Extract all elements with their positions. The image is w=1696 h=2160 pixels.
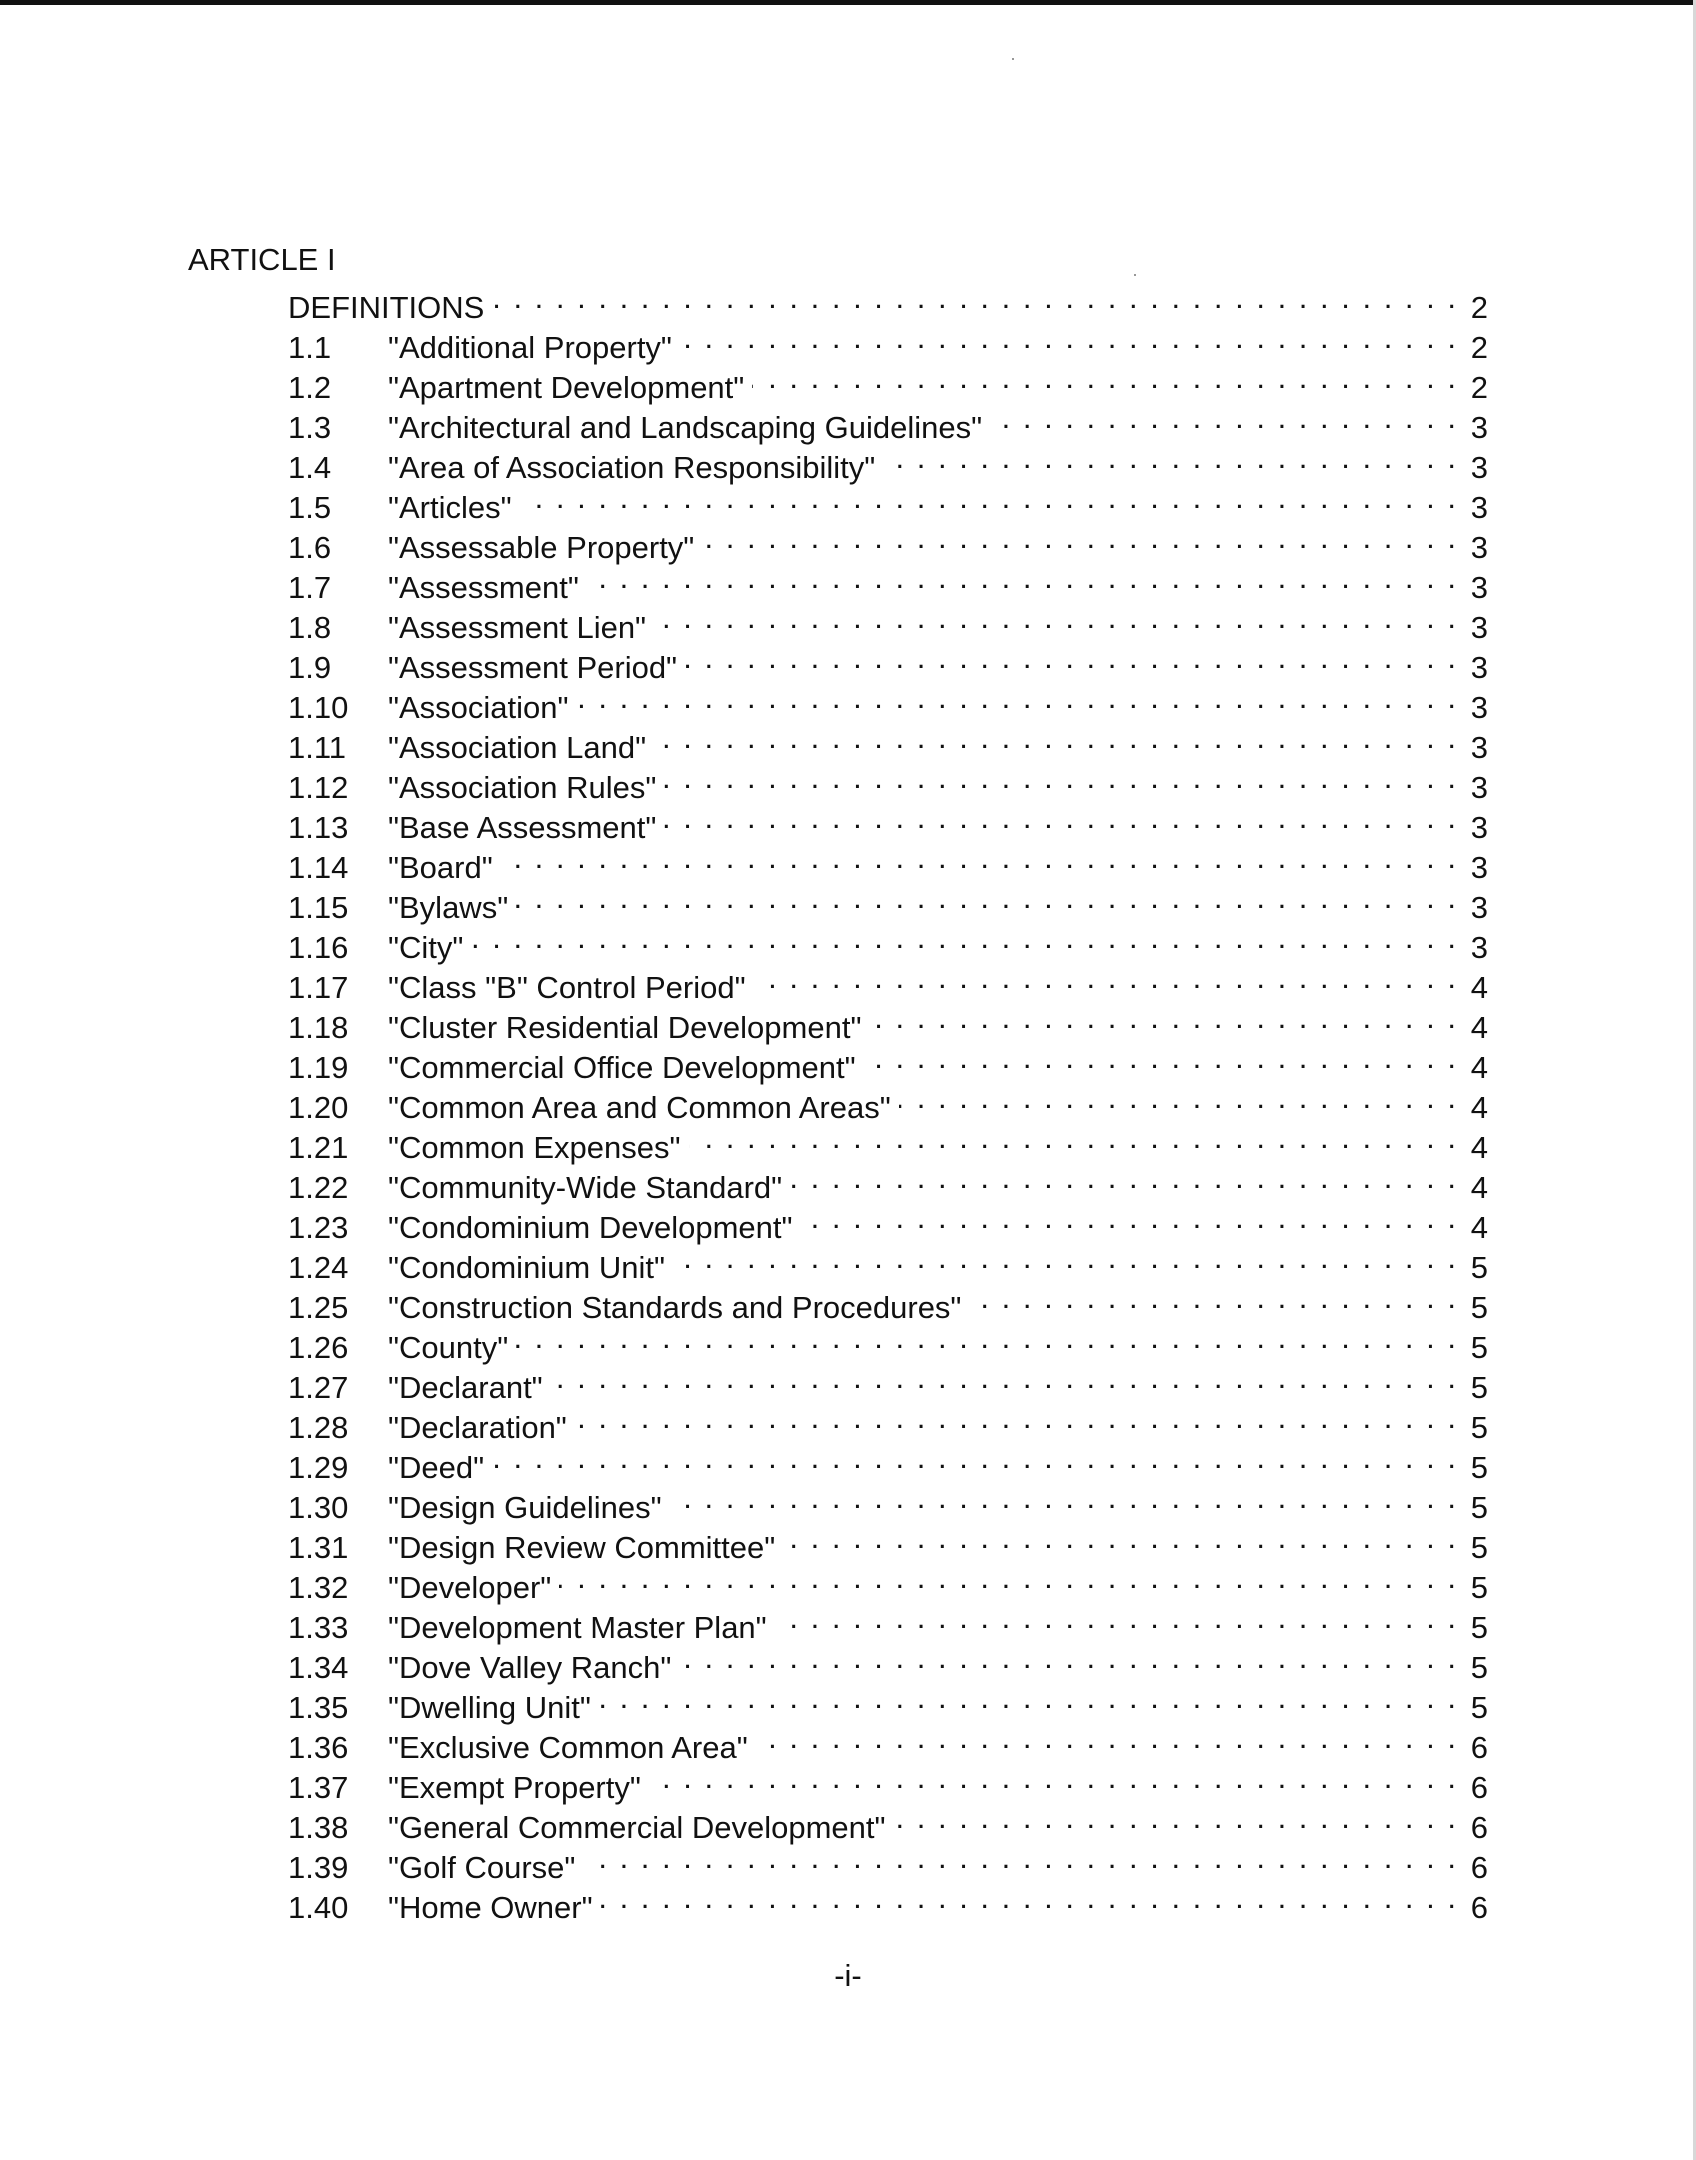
dot-leader [670, 1478, 1464, 1518]
entry-number: 1.10 [288, 690, 349, 725]
toc-section-title-row [288, 278, 1488, 325]
entry-page-number: 3 [1470, 930, 1488, 965]
entry-number: 1.8 [288, 610, 332, 645]
entry-title: "General Commercial Development" [388, 1810, 886, 1845]
entry-number: 1.36 [288, 1730, 349, 1765]
dot-leader [685, 638, 1464, 678]
dot-leader [599, 1678, 1464, 1718]
entry-page-number: 3 [1470, 810, 1488, 845]
entry-page-number: 6 [1470, 1850, 1488, 1885]
entry-title: "Association" [388, 690, 569, 725]
entry-title: "Additional Property" [388, 330, 672, 365]
entry-page-number: 6 [1470, 1770, 1488, 1805]
dot-leader [883, 438, 1464, 478]
dot-leader [575, 1398, 1464, 1438]
entry-number: 1.17 [288, 970, 349, 1005]
dot-leader [790, 1158, 1464, 1198]
dot-leader [990, 398, 1464, 438]
entry-page-number: 4 [1470, 1010, 1488, 1045]
entry-page-number: 5 [1470, 1610, 1488, 1645]
entry-number: 1.39 [288, 1850, 349, 1885]
entry-page-number: 6 [1470, 1730, 1488, 1765]
entry-number: 1.31 [288, 1530, 349, 1565]
dot-leader [752, 358, 1464, 398]
section-page-number: 2 [1470, 290, 1488, 325]
entry-number: 1.20 [288, 1090, 349, 1125]
entry-number: 1.12 [288, 770, 349, 805]
dot-leader [679, 1638, 1464, 1678]
entry-title: "Assessment Lien" [388, 610, 647, 645]
entry-page-number: 3 [1470, 450, 1488, 485]
entry-number: 1.26 [288, 1330, 349, 1365]
entry-page-number: 5 [1470, 1330, 1488, 1365]
entry-number: 1.15 [288, 890, 349, 925]
entry-title: "Board" [388, 850, 493, 885]
entry-page-number: 5 [1470, 1570, 1488, 1605]
entry-page-number: 3 [1470, 530, 1488, 565]
entry-number: 1.3 [288, 410, 332, 445]
entry-number: 1.6 [288, 530, 332, 565]
entry-title: "Base Assessment" [388, 810, 657, 845]
entry-number: 1.25 [288, 1290, 349, 1325]
entry-title: "Deed" [388, 1450, 485, 1485]
dot-leader [689, 1118, 1464, 1158]
dot-leader [601, 1878, 1464, 1918]
entry-title: "Design Guidelines" [388, 1490, 662, 1525]
entry-page-number: 3 [1470, 410, 1488, 445]
dot-leader [492, 278, 1464, 318]
entry-title: "Area of Association Responsibility" [388, 450, 876, 485]
entry-title: "Declarant" [388, 1370, 543, 1405]
dot-leader [664, 798, 1464, 838]
entry-number: 1.2 [288, 370, 332, 405]
entry-number: 1.22 [288, 1170, 349, 1205]
entry-page-number: 4 [1470, 1210, 1488, 1245]
scan-speck [1134, 274, 1136, 276]
entry-title: "Community-Wide Standard" [388, 1170, 783, 1205]
entry-number: 1.34 [288, 1650, 349, 1685]
entry-page-number: 5 [1470, 1290, 1488, 1325]
dot-leader [501, 838, 1464, 878]
table-of-contents [288, 278, 1488, 1925]
entry-number: 1.18 [288, 1010, 349, 1045]
entry-number: 1.30 [288, 1490, 349, 1525]
entry-page-number: 5 [1470, 1450, 1488, 1485]
dot-leader [894, 1798, 1464, 1838]
entry-number: 1.9 [288, 650, 332, 685]
entry-number: 1.29 [288, 1450, 349, 1485]
entry-page-number: 3 [1470, 570, 1488, 605]
entry-number: 1.24 [288, 1250, 349, 1285]
dot-leader [702, 518, 1464, 558]
dot-leader [551, 1358, 1464, 1398]
dot-leader [471, 918, 1464, 958]
entry-page-number: 4 [1470, 1050, 1488, 1085]
entry-title: "Bylaws" [388, 890, 509, 925]
entry-title: "City" [388, 930, 464, 965]
entry-title: "Commercial Office Development" [388, 1050, 856, 1085]
dot-leader [516, 878, 1464, 918]
entry-page-number: 6 [1470, 1810, 1488, 1845]
entry-page-number: 6 [1470, 1890, 1488, 1925]
entry-page-number: 3 [1470, 690, 1488, 725]
entry-number: 1.35 [288, 1690, 349, 1725]
dot-leader [654, 598, 1464, 638]
entry-page-number: 3 [1470, 770, 1488, 805]
entry-title: "Association Land" [388, 730, 647, 765]
entry-page-number: 5 [1470, 1690, 1488, 1725]
dot-leader [516, 1318, 1464, 1358]
dot-leader [583, 1838, 1464, 1878]
entry-page-number: 2 [1470, 370, 1488, 405]
entry-title: "Association Rules" [388, 770, 657, 805]
dot-leader [801, 1198, 1464, 1238]
dot-leader [577, 678, 1464, 718]
entry-title: "Golf Course" [388, 1850, 576, 1885]
entry-title: "Condominium Development" [388, 1210, 793, 1245]
scan-speck [1012, 58, 1014, 60]
entry-page-number: 3 [1470, 650, 1488, 685]
entry-number: 1.38 [288, 1810, 349, 1845]
entry-page-number: 3 [1470, 890, 1488, 925]
entry-title: "Exempt Property" [388, 1770, 641, 1805]
dot-leader [680, 318, 1464, 358]
entry-page-number: 5 [1470, 1530, 1488, 1565]
entry-number: 1.23 [288, 1210, 349, 1245]
section-title: DEFINITIONS [288, 290, 485, 325]
entry-number: 1.16 [288, 930, 349, 965]
entry-page-number: 5 [1470, 1370, 1488, 1405]
entry-page-number: 3 [1470, 610, 1488, 645]
entry-title: "Assessment Period" [388, 650, 678, 685]
entry-title: "Dwelling Unit" [388, 1690, 591, 1725]
dot-leader [864, 1038, 1464, 1078]
entry-number: 1.21 [288, 1130, 349, 1165]
entry-page-number: 5 [1470, 1250, 1488, 1285]
entry-number: 1.33 [288, 1610, 349, 1645]
entry-number: 1.13 [288, 810, 349, 845]
entry-number: 1.1 [288, 330, 332, 365]
dot-leader [775, 1598, 1464, 1638]
entry-title: "Home Owner" [388, 1890, 593, 1925]
entry-title: "Declaration" [388, 1410, 567, 1445]
entry-number: 1.5 [288, 490, 332, 525]
entry-title: "Common Expenses" [388, 1130, 681, 1165]
entry-page-number: 4 [1470, 1170, 1488, 1205]
entry-page-number: 3 [1470, 490, 1488, 525]
entry-page-number: 5 [1470, 1410, 1488, 1445]
dot-leader [969, 1278, 1464, 1318]
entry-page-number: 5 [1470, 1490, 1488, 1525]
article-heading: ARTICLE I [188, 242, 336, 277]
entry-title: "Articles" [388, 490, 512, 525]
entry-title: "Apartment Development" [388, 370, 745, 405]
entry-number: 1.40 [288, 1890, 349, 1925]
entry-title: "Construction Standards and Procedures" [388, 1290, 962, 1325]
dot-leader [587, 558, 1464, 598]
entry-page-number: 5 [1470, 1650, 1488, 1685]
entry-title: "Common Area and Common Areas" [388, 1090, 891, 1125]
entry-number: 1.32 [288, 1570, 349, 1605]
entry-title: "Dove Valley Ranch" [388, 1650, 672, 1685]
entry-title: "Assessment" [388, 570, 579, 605]
entry-title: "County" [388, 1330, 509, 1365]
entry-title: "Exclusive Common Area" [388, 1730, 748, 1765]
dot-leader [673, 1238, 1464, 1278]
entry-page-number: 4 [1470, 1090, 1488, 1125]
entry-page-number: 3 [1470, 850, 1488, 885]
dot-leader [654, 718, 1464, 758]
entry-number: 1.7 [288, 570, 332, 605]
entry-number: 1.19 [288, 1050, 349, 1085]
dot-leader [754, 958, 1464, 998]
dot-leader [649, 1758, 1464, 1798]
entry-page-number: 3 [1470, 730, 1488, 765]
entry-page-number: 4 [1470, 970, 1488, 1005]
dot-leader [783, 1518, 1464, 1558]
entry-page-number: 4 [1470, 1130, 1488, 1165]
dot-leader [869, 998, 1464, 1038]
dot-leader [756, 1718, 1464, 1758]
entry-number: 1.28 [288, 1410, 349, 1445]
entry-title: "Assessable Property" [388, 530, 695, 565]
page-footer-number: -i- [834, 1958, 862, 1993]
entry-page-number: 2 [1470, 330, 1488, 365]
entry-number: 1.27 [288, 1370, 349, 1405]
entry-title: "Class "B" Control Period" [388, 970, 746, 1005]
scan-border-top [0, 0, 1696, 5]
entry-title: "Development Master Plan" [388, 1610, 767, 1645]
dot-leader [664, 758, 1464, 798]
entry-title: "Design Review Committee" [388, 1530, 776, 1565]
entry-number: 1.4 [288, 450, 332, 485]
dot-leader [899, 1078, 1464, 1118]
dot-leader [559, 1558, 1464, 1598]
entry-number: 1.37 [288, 1770, 349, 1805]
entry-title: "Condominium Unit" [388, 1250, 666, 1285]
dot-leader [520, 478, 1464, 518]
entry-number: 1.11 [288, 730, 347, 765]
entry-title: "Cluster Residential Development" [388, 1010, 862, 1045]
entry-title: "Architectural and Landscaping Guidelines" [388, 410, 983, 445]
entry-title: "Developer" [388, 1570, 552, 1605]
entry-number: 1.14 [288, 850, 349, 885]
dot-leader [492, 1438, 1464, 1478]
